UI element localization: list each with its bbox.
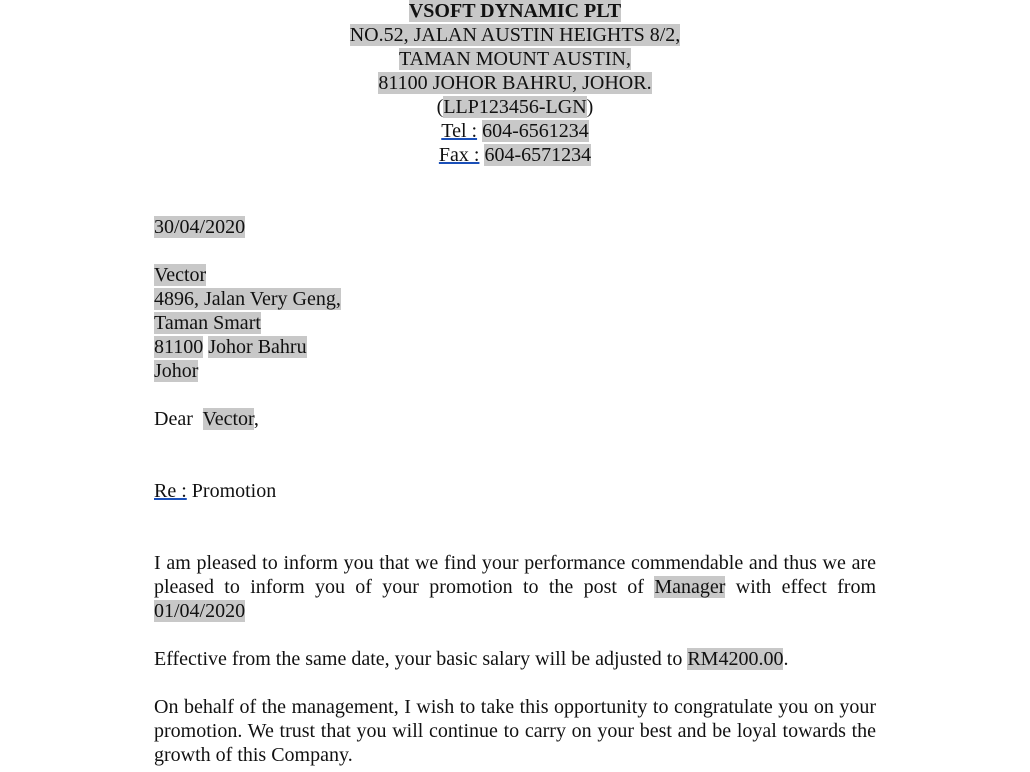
recipient-postcode: 81100 — [154, 336, 204, 358]
effective-date: 01/04/2020 — [154, 600, 246, 622]
letterhead — [0, 0, 1030, 167]
registration-open-paren: ( — [436, 96, 444, 118]
company-address-1: NO.52, JALAN AUSTIN HEIGHTS 8/2, — [349, 24, 681, 46]
recipient-city: Johor Bahru — [208, 336, 307, 358]
subject-line — [154, 479, 876, 503]
subject-label: Re : — [154, 480, 187, 502]
recipient-address-1: 4896, Jalan Very Geng, — [154, 288, 341, 310]
paragraph-salary-text: Effective from the same date, your basic salary will be adjusted to — [154, 648, 683, 670]
company-address-line-3 — [0, 71, 1030, 95]
company-registration-line — [0, 95, 1030, 119]
salutation — [154, 407, 876, 431]
salutation-suffix: , — [253, 408, 259, 430]
subject-text: Promotion — [191, 480, 277, 502]
registration-number: LLP123456-LGN — [443, 96, 587, 118]
company-name: VSOFT DYNAMIC PLT — [408, 0, 622, 22]
tel-value: 604-6561234 — [482, 120, 589, 142]
company-address-line-2 — [0, 47, 1030, 71]
paragraph-promotion-mid: with effect from — [735, 576, 877, 598]
recipient-address — [154, 263, 876, 383]
letter-body — [154, 215, 876, 767]
tel-label: Tel : — [441, 120, 478, 142]
paragraph-salary — [154, 647, 876, 671]
company-name-line — [0, 0, 1030, 23]
company-address-3: 81100 JOHOR BAHRU, JOHOR. — [378, 72, 652, 94]
fax-value: 604-6571234 — [484, 144, 592, 166]
new-position: Manager — [654, 576, 726, 598]
paragraph-promotion-text: I am pleased to inform you that we find your performance commendable and thus we are pleased to inform you of your promotion to the post of — [154, 552, 876, 598]
paragraph-promotion — [154, 551, 876, 623]
company-address-line-1 — [0, 23, 1030, 47]
letter-date: 30/04/2020 — [154, 216, 246, 238]
recipient-state: Johor — [154, 360, 199, 382]
paragraph-congratulations — [154, 695, 876, 767]
salutation-name: Vector — [202, 408, 254, 430]
company-tel-line — [0, 119, 1030, 143]
salutation-prefix: Dear — [154, 408, 193, 430]
recipient-name: Vector — [154, 264, 207, 286]
new-salary: RM4200.00 — [687, 648, 784, 670]
fax-label: Fax : — [438, 144, 480, 166]
registration-close-paren: ) — [586, 96, 594, 118]
recipient-address-2: Taman Smart — [154, 312, 261, 334]
paragraph-congratulations-text: On behalf of the management, I wish to take this opportunity to congratulate you on your promotion. We trust that you will continue to carry on your best and be loyal towards the growth of this Company. — [154, 696, 876, 766]
letter-date-line — [154, 215, 876, 239]
paragraph-salary-end: . — [783, 648, 789, 670]
company-address-2: TAMAN MOUNT AUSTIN, — [399, 48, 631, 70]
company-fax-line — [0, 143, 1030, 167]
